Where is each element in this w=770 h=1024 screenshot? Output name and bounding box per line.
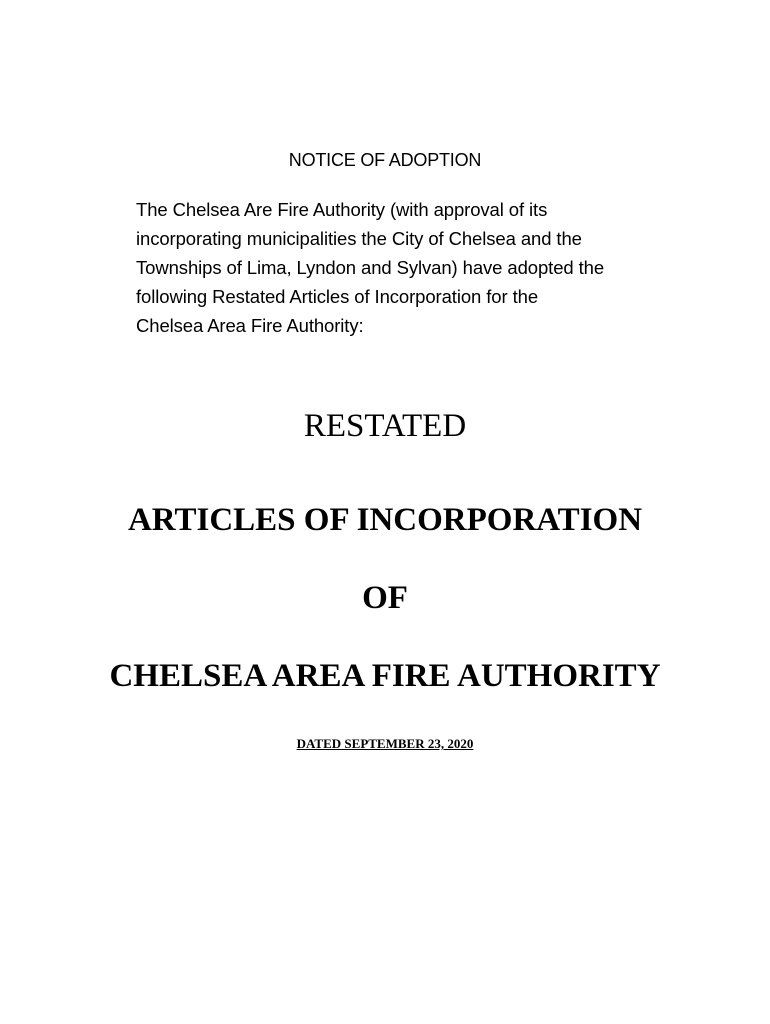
notice-paragraph [136,195,696,340]
authority-title: CHELSEA AREA FIRE AUTHORITY [109,658,661,694]
notice-line-1: The Chelsea Are Fire Authority (with approval of its [136,199,548,220]
dated-line: DATED SEPTEMBER 23, 2020 [296,736,474,751]
notice-heading: NOTICE OF ADOPTION [288,150,482,170]
notice-line-4: following Restated Articles of Incorporation for the [136,286,539,307]
restated-heading: RESTATED [303,408,467,444]
of-title: OF [362,580,408,616]
articles-title: ARTICLES OF INCORPORATION [127,502,643,538]
notice-line-5: Chelsea Area Fire Authority: [136,315,364,336]
notice-line-3: Townships of Lima, Lyndon and Sylvan) have adopted the [136,257,605,278]
notice-line-2: incorporating municipalities the City of Chelsea and the [136,228,582,249]
